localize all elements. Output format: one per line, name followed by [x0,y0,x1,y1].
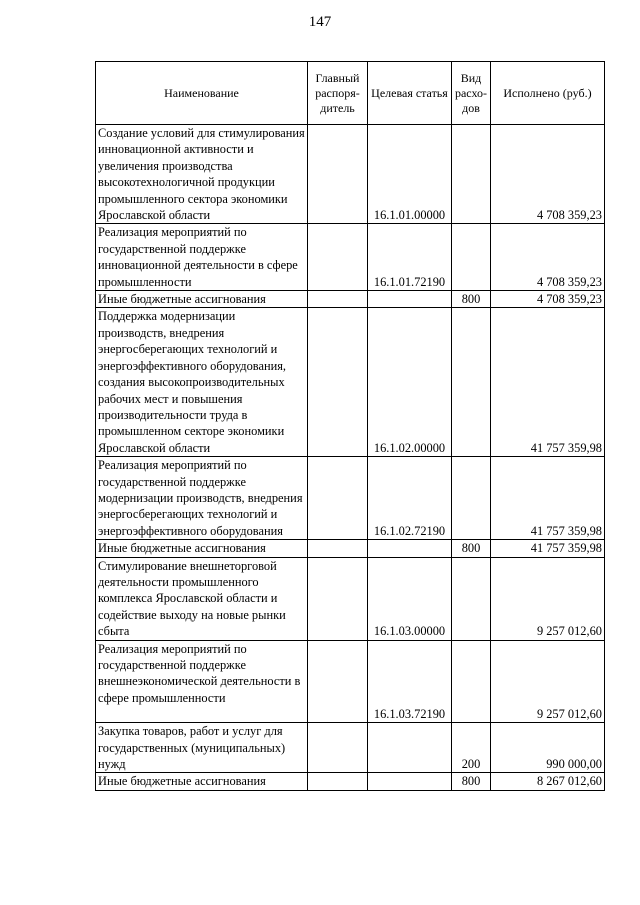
row-expense-type: 200 [452,723,491,773]
row-main-manager [308,640,368,723]
row-executed: 9 257 012,60 [491,557,605,640]
row-name: Иные бюджетные ассигнования [96,773,308,790]
row-executed: 4 708 359,23 [491,291,605,308]
header-target-article: Целевая статья [368,62,452,125]
table-row [96,224,605,291]
row-expense-type [452,308,491,457]
row-target-article: 16.1.02.72190 [368,457,452,540]
row-main-manager [308,308,368,457]
row-name: Поддержка модернизации производств, внедрения энергосберегающих технологий и энергоэффективного оборудования, создания высокопроизводительных рабочих мест и повышения производительности труда в промышленном секторе экономики Ярославской области [96,308,308,457]
row-name: Реализация мероприятий по государственной поддержке модернизации производств, внедрения энергосберегающих технологий и энергоэффективного оборудования [96,457,308,540]
table-row [96,773,605,790]
row-target-article [368,291,452,308]
row-expense-type: 800 [452,291,491,308]
row-name: Реализация мероприятий по государственной поддержке внешнеэкономической деятельности в сфере промышленности [96,640,308,723]
row-executed: 9 257 012,60 [491,640,605,723]
row-executed: 41 757 359,98 [491,540,605,557]
table-header-row [96,62,605,125]
row-name: Создание условий для стимулирования инновационной активности и увеличения производства высокотехнологичной продукции промышленного сектора экономики Ярославской области [96,125,308,224]
table-row [96,723,605,773]
page-number: 147 [308,14,332,30]
row-expense-type: 800 [452,540,491,557]
row-target-article [368,723,452,773]
table-row [96,125,605,224]
row-target-article: 16.1.01.00000 [368,125,452,224]
row-main-manager [308,224,368,291]
row-name: Иные бюджетные ассигнования [96,291,308,308]
row-main-manager [308,723,368,773]
row-expense-type [452,640,491,723]
row-expense-type [452,125,491,224]
row-target-article [368,540,452,557]
row-target-article: 16.1.01.72190 [368,224,452,291]
row-main-manager [308,125,368,224]
table-row [96,291,605,308]
row-name: Закупка товаров, работ и услуг для государственных (муниципальных) нужд [96,723,308,773]
header-name: Наименование [96,62,308,125]
row-expense-type [452,224,491,291]
budget-execution-table [95,61,605,791]
row-main-manager [308,557,368,640]
row-main-manager [308,457,368,540]
row-executed: 4 708 359,23 [491,224,605,291]
row-name: Иные бюджетные ассигнования [96,540,308,557]
row-target-article: 16.1.03.00000 [368,557,452,640]
row-target-article [368,773,452,790]
header-expense-type: Вид расхо-дов [452,62,491,125]
table-row [96,308,605,457]
row-executed: 4 708 359,23 [491,125,605,224]
row-executed: 41 757 359,98 [491,457,605,540]
row-main-manager [308,773,368,790]
table-row [96,640,605,723]
row-expense-type [452,457,491,540]
row-executed: 8 267 012,60 [491,773,605,790]
row-target-article: 16.1.02.00000 [368,308,452,457]
header-main-manager: Главный распоря-дитель [308,62,368,125]
row-name: Стимулирование внешнеторговой деятельности промышленного комплекса Ярославской области и содействие выходу на новые рынки сбыта [96,557,308,640]
row-main-manager [308,540,368,557]
row-target-article: 16.1.03.72190 [368,640,452,723]
table-row [96,557,605,640]
row-executed: 41 757 359,98 [491,308,605,457]
row-executed: 990 000,00 [491,723,605,773]
row-name: Реализация мероприятий по государственной поддержке инновационной деятельности в сфере промышленности [96,224,308,291]
row-expense-type: 800 [452,773,491,790]
row-main-manager [308,291,368,308]
table-row [96,457,605,540]
table-row [96,540,605,557]
row-expense-type [452,557,491,640]
header-executed: Исполнено (руб.) [491,62,605,125]
